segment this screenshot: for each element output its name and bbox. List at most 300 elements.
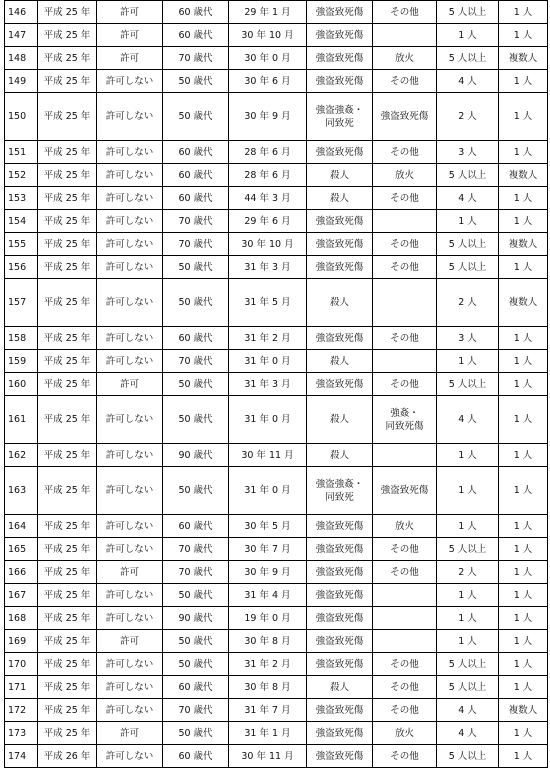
cell-persons: 3 人: [437, 141, 499, 164]
cell-permit-decision: 許可しない: [97, 70, 163, 93]
cell-case-number: 155: [5, 233, 38, 256]
cell-victims: 複数人: [499, 47, 548, 70]
cell-persons: 4 人: [437, 722, 499, 745]
cell-permit-decision: 許可しない: [97, 745, 163, 768]
cell-secondary-offense-line: その他: [390, 6, 419, 18]
cell-victims: 1 人: [499, 745, 548, 768]
parole-records-table: [4, 0, 548, 768]
cell-age-group: 70 歳代: [163, 47, 229, 70]
table-row: [5, 699, 548, 722]
cell-year: 平成 25 年: [38, 327, 97, 350]
cell-term-served: 30 年 8 月: [229, 676, 307, 699]
cell-permit-decision: 許可しない: [97, 233, 163, 256]
cell-victims: 1 人: [499, 141, 548, 164]
cell-primary-offense-line: 殺人: [329, 297, 349, 308]
cell-secondary-offense-line: 放火: [394, 520, 414, 532]
cell-term-served: 31 年 7 月: [229, 699, 307, 722]
cell-case-number: 159: [5, 350, 38, 373]
cell-secondary-offense: [373, 164, 437, 187]
cell-persons: 4 人: [437, 396, 499, 444]
cell-primary-offense-line: 強盗致死傷: [315, 378, 364, 390]
cell-victims: 1 人: [499, 538, 548, 561]
cell-primary-offense: [307, 373, 373, 396]
cell-primary-offense-line: 殺人: [329, 414, 349, 425]
table-row: [5, 279, 548, 327]
cell-permit-decision: 許可しない: [97, 676, 163, 699]
cell-primary-offense: [307, 538, 373, 561]
cell-primary-offense-line: 強盗強姦・: [315, 478, 364, 490]
table-row: [5, 373, 548, 396]
cell-case-number: 163: [5, 467, 38, 515]
cell-victims: 1 人: [499, 210, 548, 233]
cell-secondary-offense-line: 放火: [394, 727, 414, 739]
cell-term-served: 28 年 6 月: [229, 141, 307, 164]
cell-persons: 5 人以上: [437, 676, 499, 699]
cell-secondary-offense-line: その他: [390, 378, 419, 390]
cell-permit-decision: 許可しない: [97, 467, 163, 515]
cell-year: 平成 25 年: [38, 24, 97, 47]
cell-primary-offense: [307, 607, 373, 630]
cell-age-group: 60 歳代: [163, 187, 229, 210]
cell-year: 平成 25 年: [38, 699, 97, 722]
cell-case-number: 158: [5, 327, 38, 350]
cell-victims: 1 人: [499, 350, 548, 373]
cell-year: 平成 26 年: [38, 745, 97, 768]
cell-age-group: 50 歳代: [163, 630, 229, 653]
cell-secondary-offense-line: その他: [390, 146, 419, 158]
cell-secondary-offense: [373, 745, 437, 768]
cell-persons: 1 人: [437, 24, 499, 47]
cell-persons: 5 人以上: [437, 47, 499, 70]
cell-year: 平成 25 年: [38, 210, 97, 233]
cell-year: 平成 25 年: [38, 515, 97, 538]
cell-permit-decision: 許可しない: [97, 538, 163, 561]
cell-persons: 3 人: [437, 327, 499, 350]
cell-persons: 5 人以上: [437, 745, 499, 768]
cell-term-served: 30 年 9 月: [229, 561, 307, 584]
cell-primary-offense: [307, 279, 373, 327]
cell-primary-offense-line: 同致死: [325, 117, 354, 129]
cell-age-group: 50 歳代: [163, 93, 229, 141]
cell-persons: 2 人: [437, 93, 499, 141]
cell-primary-offense-line: 強盗致死傷: [315, 238, 364, 250]
cell-permit-decision: 許可しない: [97, 187, 163, 210]
cell-age-group: 60 歳代: [163, 515, 229, 538]
cell-primary-offense: [307, 47, 373, 70]
cell-year: 平成 25 年: [38, 164, 97, 187]
table-row: [5, 256, 548, 279]
cell-age-group: 60 歳代: [163, 676, 229, 699]
table-row: [5, 584, 548, 607]
cell-primary-offense: [307, 396, 373, 444]
cell-primary-offense-line: 同致死: [325, 491, 354, 503]
cell-year: 平成 25 年: [38, 187, 97, 210]
cell-age-group: 60 歳代: [163, 327, 229, 350]
cell-secondary-offense: [373, 676, 437, 699]
cell-term-served: 31 年 3 月: [229, 373, 307, 396]
cell-secondary-offense: [373, 279, 437, 327]
cell-secondary-offense: [373, 653, 437, 676]
cell-year: 平成 25 年: [38, 350, 97, 373]
cell-victims: 1 人: [499, 630, 548, 653]
cell-year: 平成 25 年: [38, 607, 97, 630]
table-row: [5, 630, 548, 653]
cell-secondary-offense: [373, 210, 437, 233]
cell-secondary-offense: [373, 607, 437, 630]
cell-year: 平成 25 年: [38, 233, 97, 256]
cell-case-number: 149: [5, 70, 38, 93]
cell-secondary-offense-line: 放火: [394, 52, 414, 64]
cell-persons: 2 人: [437, 561, 499, 584]
cell-permit-decision: 許可: [97, 561, 163, 584]
cell-primary-offense: [307, 722, 373, 745]
table-row: [5, 70, 548, 93]
cell-victims: 1 人: [499, 70, 548, 93]
cell-primary-offense: [307, 164, 373, 187]
table-row: [5, 722, 548, 745]
cell-year: 平成 25 年: [38, 373, 97, 396]
cell-victims: 1 人: [499, 396, 548, 444]
cell-case-number: 154: [5, 210, 38, 233]
cell-permit-decision: 許可しない: [97, 93, 163, 141]
cell-secondary-offense: [373, 93, 437, 141]
table-row: [5, 210, 548, 233]
cell-primary-offense: [307, 24, 373, 47]
cell-age-group: 70 歳代: [163, 699, 229, 722]
cell-secondary-offense-line: その他: [390, 704, 419, 716]
cell-age-group: 50 歳代: [163, 396, 229, 444]
cell-case-number: 152: [5, 164, 38, 187]
cell-year: 平成 25 年: [38, 561, 97, 584]
cell-year: 平成 25 年: [38, 467, 97, 515]
cell-age-group: 90 歳代: [163, 607, 229, 630]
cell-primary-offense-line: 強盗致死傷: [315, 215, 364, 227]
cell-age-group: 60 歳代: [163, 24, 229, 47]
cell-primary-offense-line: 強盗致死傷: [315, 635, 364, 647]
cell-permit-decision: 許可しない: [97, 279, 163, 327]
cell-persons: 5 人以上: [437, 1, 499, 24]
table-row: [5, 561, 548, 584]
cell-case-number: 146: [5, 1, 38, 24]
cell-age-group: 70 歳代: [163, 233, 229, 256]
cell-secondary-offense-line: 強姦・: [390, 407, 419, 419]
cell-victims: 1 人: [499, 584, 548, 607]
cell-secondary-offense-line: その他: [390, 543, 419, 555]
cell-primary-offense: [307, 141, 373, 164]
cell-case-number: 165: [5, 538, 38, 561]
cell-victims: 1 人: [499, 1, 548, 24]
cell-primary-offense: [307, 187, 373, 210]
cell-term-served: 29 年 6 月: [229, 210, 307, 233]
cell-primary-offense-line: 強盗致死傷: [315, 589, 364, 601]
cell-persons: 5 人以上: [437, 233, 499, 256]
table-row: [5, 141, 548, 164]
cell-permit-decision: 許可しない: [97, 256, 163, 279]
cell-permit-decision: 許可しない: [97, 350, 163, 373]
cell-age-group: 60 歳代: [163, 164, 229, 187]
cell-secondary-offense: [373, 699, 437, 722]
cell-term-served: 31 年 4 月: [229, 584, 307, 607]
cell-secondary-offense-line: 同致死傷: [385, 420, 424, 432]
cell-secondary-offense: [373, 233, 437, 256]
cell-age-group: 70 歳代: [163, 538, 229, 561]
cell-case-number: 157: [5, 279, 38, 327]
cell-secondary-offense-line: その他: [390, 566, 419, 578]
cell-primary-offense: [307, 630, 373, 653]
cell-case-number: 156: [5, 256, 38, 279]
cell-term-served: 30 年 11 月: [229, 444, 307, 467]
cell-term-served: 30 年 8 月: [229, 630, 307, 653]
cell-secondary-offense: [373, 561, 437, 584]
cell-primary-offense: [307, 584, 373, 607]
cell-victims: 1 人: [499, 607, 548, 630]
table-row: [5, 1, 548, 24]
cell-permit-decision: 許可: [97, 630, 163, 653]
table-row: [5, 538, 548, 561]
cell-victims: 1 人: [499, 93, 548, 141]
cell-permit-decision: 許可: [97, 722, 163, 745]
cell-term-served: 31 年 0 月: [229, 467, 307, 515]
cell-age-group: 50 歳代: [163, 584, 229, 607]
cell-primary-offense-line: 強盗致死傷: [315, 750, 364, 762]
cell-primary-offense-line: 強盗致死傷: [315, 612, 364, 624]
cell-year: 平成 25 年: [38, 47, 97, 70]
cell-victims: 1 人: [499, 373, 548, 396]
cell-year: 平成 25 年: [38, 653, 97, 676]
cell-term-served: 30 年 9 月: [229, 93, 307, 141]
cell-primary-offense-line: 強盗致死傷: [315, 520, 364, 532]
cell-permit-decision: 許可しない: [97, 584, 163, 607]
cell-case-number: 171: [5, 676, 38, 699]
cell-term-served: 30 年 10 月: [229, 233, 307, 256]
cell-term-served: 31 年 2 月: [229, 653, 307, 676]
cell-victims: 複数人: [499, 164, 548, 187]
cell-age-group: 60 歳代: [163, 1, 229, 24]
cell-persons: 2 人: [437, 279, 499, 327]
cell-age-group: 50 歳代: [163, 256, 229, 279]
cell-primary-offense-line: 強盗致死傷: [315, 29, 364, 41]
cell-secondary-offense: [373, 538, 437, 561]
cell-victims: 1 人: [499, 722, 548, 745]
cell-secondary-offense-line: その他: [390, 261, 419, 273]
cell-victims: 複数人: [499, 699, 548, 722]
cell-primary-offense: [307, 561, 373, 584]
cell-secondary-offense: [373, 584, 437, 607]
cell-primary-offense-line: 殺人: [329, 449, 349, 461]
cell-secondary-offense: [373, 467, 437, 515]
table-row: [5, 444, 548, 467]
cell-permit-decision: 許可しない: [97, 141, 163, 164]
cell-permit-decision: 許可: [97, 24, 163, 47]
cell-secondary-offense: [373, 327, 437, 350]
cell-persons: 4 人: [437, 699, 499, 722]
cell-primary-offense: [307, 467, 373, 515]
table-row: [5, 24, 548, 47]
cell-age-group: 50 歳代: [163, 467, 229, 515]
cell-secondary-offense: [373, 70, 437, 93]
cell-secondary-offense-line: その他: [390, 332, 419, 344]
cell-term-served: 31 年 3 月: [229, 256, 307, 279]
cell-year: 平成 25 年: [38, 722, 97, 745]
cell-permit-decision: 許可しない: [97, 327, 163, 350]
cell-secondary-offense-line: その他: [390, 750, 419, 762]
cell-victims: 1 人: [499, 24, 548, 47]
cell-primary-offense: [307, 653, 373, 676]
cell-age-group: 70 歳代: [163, 561, 229, 584]
cell-victims: 複数人: [499, 279, 548, 327]
cell-victims: 1 人: [499, 187, 548, 210]
cell-case-number: 161: [5, 396, 38, 444]
cell-persons: 1 人: [437, 515, 499, 538]
cell-secondary-offense: [373, 373, 437, 396]
cell-case-number: 169: [5, 630, 38, 653]
cell-year: 平成 25 年: [38, 630, 97, 653]
cell-secondary-offense: [373, 256, 437, 279]
cell-primary-offense: [307, 745, 373, 768]
cell-case-number: 150: [5, 93, 38, 141]
cell-secondary-offense: [373, 722, 437, 745]
cell-permit-decision: 許可しない: [97, 699, 163, 722]
cell-permit-decision: 許可: [97, 1, 163, 24]
cell-primary-offense: [307, 515, 373, 538]
cell-year: 平成 25 年: [38, 93, 97, 141]
cell-age-group: 50 歳代: [163, 722, 229, 745]
cell-age-group: 70 歳代: [163, 350, 229, 373]
cell-permit-decision: 許可しない: [97, 164, 163, 187]
cell-secondary-offense: [373, 1, 437, 24]
cell-permit-decision: 許可しない: [97, 607, 163, 630]
cell-year: 平成 25 年: [38, 141, 97, 164]
table-row: [5, 164, 548, 187]
cell-case-number: 173: [5, 722, 38, 745]
cell-primary-offense: [307, 1, 373, 24]
cell-persons: 4 人: [437, 187, 499, 210]
cell-persons: 1 人: [437, 350, 499, 373]
cell-term-served: 44 年 3 月: [229, 187, 307, 210]
cell-primary-offense-line: 強盗致死傷: [315, 75, 364, 87]
cell-primary-offense: [307, 70, 373, 93]
cell-case-number: 160: [5, 373, 38, 396]
cell-term-served: 31 年 2 月: [229, 327, 307, 350]
cell-persons: 1 人: [437, 210, 499, 233]
cell-secondary-offense-line: 放火: [394, 169, 414, 181]
cell-term-served: 31 年 5 月: [229, 279, 307, 327]
cell-case-number: 147: [5, 24, 38, 47]
cell-term-served: 30 年 7 月: [229, 538, 307, 561]
cell-secondary-offense: [373, 630, 437, 653]
cell-primary-offense-line: 強盗強姦・: [315, 104, 364, 116]
cell-persons: 1 人: [437, 630, 499, 653]
cell-term-served: 31 年 0 月: [229, 396, 307, 444]
cell-year: 平成 25 年: [38, 396, 97, 444]
table-row: [5, 607, 548, 630]
cell-permit-decision: 許可しない: [97, 444, 163, 467]
cell-victims: 1 人: [499, 467, 548, 515]
cell-term-served: 29 年 1 月: [229, 1, 307, 24]
cell-secondary-offense: [373, 396, 437, 444]
cell-case-number: 164: [5, 515, 38, 538]
cell-case-number: 148: [5, 47, 38, 70]
cell-primary-offense-line: 殺人: [329, 681, 349, 693]
cell-age-group: 50 歳代: [163, 653, 229, 676]
cell-primary-offense-line: 強盗致死傷: [315, 658, 364, 670]
cell-secondary-offense-line: 強盗致死傷: [380, 111, 429, 122]
cell-primary-offense-line: 殺人: [329, 169, 349, 181]
cell-persons: 5 人以上: [437, 653, 499, 676]
cell-age-group: 70 歳代: [163, 210, 229, 233]
cell-secondary-offense: [373, 47, 437, 70]
cell-primary-offense: [307, 327, 373, 350]
cell-secondary-offense: [373, 187, 437, 210]
cell-primary-offense: [307, 256, 373, 279]
cell-victims: 1 人: [499, 653, 548, 676]
cell-secondary-offense: [373, 515, 437, 538]
cell-case-number: 162: [5, 444, 38, 467]
cell-term-served: 30 年 10 月: [229, 24, 307, 47]
table-body: [5, 1, 548, 768]
table-row: [5, 233, 548, 256]
table-row: [5, 187, 548, 210]
cell-term-served: 31 年 0 月: [229, 350, 307, 373]
cell-case-number: 153: [5, 187, 38, 210]
cell-age-group: 90 歳代: [163, 444, 229, 467]
cell-primary-offense-line: 強盗致死傷: [315, 566, 364, 578]
cell-case-number: 151: [5, 141, 38, 164]
cell-persons: 1 人: [437, 607, 499, 630]
cell-secondary-offense: [373, 24, 437, 47]
table-row: [5, 745, 548, 768]
cell-primary-offense-line: 強盗致死傷: [315, 261, 364, 273]
cell-persons: 4 人: [437, 70, 499, 93]
cell-victims: 1 人: [499, 676, 548, 699]
cell-secondary-offense: [373, 444, 437, 467]
cell-case-number: 174: [5, 745, 38, 768]
cell-year: 平成 25 年: [38, 538, 97, 561]
table-row: [5, 676, 548, 699]
cell-age-group: 50 歳代: [163, 70, 229, 93]
cell-primary-offense: [307, 93, 373, 141]
cell-case-number: 172: [5, 699, 38, 722]
cell-secondary-offense-line: 強盗致死傷: [380, 485, 429, 496]
cell-term-served: 28 年 6 月: [229, 164, 307, 187]
cell-secondary-offense-line: その他: [390, 658, 419, 670]
cell-primary-offense-line: 強盗致死傷: [315, 52, 364, 64]
cell-case-number: 167: [5, 584, 38, 607]
cell-year: 平成 25 年: [38, 256, 97, 279]
cell-age-group: 50 歳代: [163, 373, 229, 396]
cell-primary-offense: [307, 233, 373, 256]
cell-primary-offense-line: 殺人: [329, 355, 349, 367]
cell-age-group: 60 歳代: [163, 745, 229, 768]
cell-secondary-offense-line: その他: [390, 75, 419, 87]
cell-secondary-offense: [373, 141, 437, 164]
cell-permit-decision: 許可しない: [97, 210, 163, 233]
table-row: [5, 396, 548, 444]
cell-primary-offense-line: 殺人: [329, 192, 349, 204]
cell-term-served: 30 年 11 月: [229, 745, 307, 768]
cell-term-served: 30 年 5 月: [229, 515, 307, 538]
table-row: [5, 350, 548, 373]
cell-primary-offense: [307, 350, 373, 373]
cell-primary-offense: [307, 699, 373, 722]
cell-persons: 1 人: [437, 444, 499, 467]
cell-victims: 複数人: [499, 233, 548, 256]
cell-secondary-offense: [373, 350, 437, 373]
cell-victims: 1 人: [499, 256, 548, 279]
cell-permit-decision: 許可: [97, 47, 163, 70]
cell-primary-offense: [307, 676, 373, 699]
cell-permit-decision: 許可しない: [97, 396, 163, 444]
